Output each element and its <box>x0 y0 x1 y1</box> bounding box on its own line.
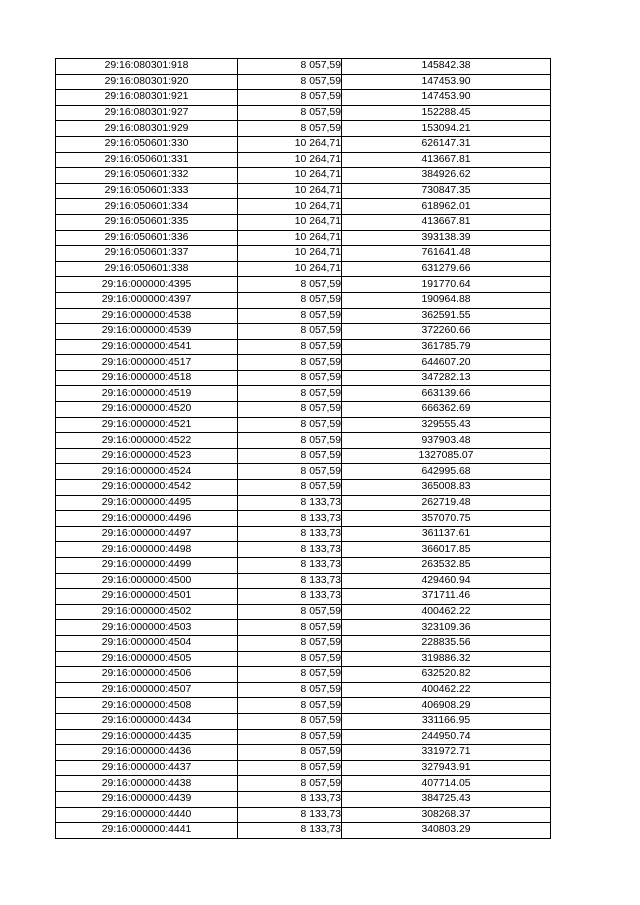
table-row <box>56 168 551 184</box>
cadastral-number-cell: 29:16:000000:4437 <box>56 760 238 776</box>
cadastral-value-cell: 666362.69 <box>342 402 551 418</box>
area-cell: 8 057,59 <box>238 402 342 418</box>
cadastral-value-cell: 1327085.07 <box>342 448 551 464</box>
cadastral-value-cell: 632520.82 <box>342 667 551 683</box>
cadastral-number-cell: 29:16:000000:4499 <box>56 558 238 574</box>
table-row <box>56 480 551 496</box>
area-cell: 8 133,73 <box>238 823 342 839</box>
cadastral-value-cell: 400462.22 <box>342 604 551 620</box>
cadastral-value-cell: 618962.01 <box>342 199 551 215</box>
table-row <box>56 214 551 230</box>
area-cell: 10 264,71 <box>238 152 342 168</box>
cadastral-value-cell: 153094.21 <box>342 121 551 137</box>
table-row <box>56 558 551 574</box>
table-row <box>56 791 551 807</box>
cadastral-number-cell: 29:16:000000:4504 <box>56 635 238 651</box>
area-cell: 8 057,59 <box>238 417 342 433</box>
cadastral-value-cell: 384725.43 <box>342 791 551 807</box>
cadastral-number-cell: 29:16:000000:4539 <box>56 324 238 340</box>
cadastral-number-cell: 29:16:000000:4521 <box>56 417 238 433</box>
cadastral-number-cell: 29:16:000000:4523 <box>56 448 238 464</box>
cadastral-number-cell: 29:16:080301:927 <box>56 105 238 121</box>
table-row <box>56 589 551 605</box>
table-row <box>56 729 551 745</box>
table-row <box>56 713 551 729</box>
cadastral-value-cell: 384926.62 <box>342 168 551 184</box>
cadastral-number-cell: 29:16:000000:4441 <box>56 823 238 839</box>
table-row <box>56 433 551 449</box>
cadastral-value-cell: 323109.36 <box>342 620 551 636</box>
table-row <box>56 199 551 215</box>
cadastral-value-cell: 371711.46 <box>342 589 551 605</box>
cadastral-number-cell: 29:16:050601:337 <box>56 246 238 262</box>
table-row <box>56 745 551 761</box>
area-cell: 8 057,59 <box>238 74 342 90</box>
cadastral-value-cell: 147453.90 <box>342 90 551 106</box>
cadastral-number-cell: 29:16:050601:336 <box>56 230 238 246</box>
cadastral-value-cell: 366017.85 <box>342 542 551 558</box>
cadastral-number-cell: 29:16:000000:4517 <box>56 355 238 371</box>
table-row <box>56 386 551 402</box>
table-row <box>56 246 551 262</box>
table-row <box>56 74 551 90</box>
area-cell: 8 057,59 <box>238 59 342 75</box>
table-row <box>56 495 551 511</box>
cadastral-value-cell: 361137.61 <box>342 526 551 542</box>
table-row <box>56 339 551 355</box>
cadastral-number-cell: 29:16:050601:333 <box>56 183 238 199</box>
cadastral-value-table <box>55 58 551 839</box>
cadastral-value-cell: 937903.48 <box>342 433 551 449</box>
area-cell: 10 264,71 <box>238 136 342 152</box>
table-row <box>56 807 551 823</box>
cadastral-number-cell: 29:16:000000:4397 <box>56 292 238 308</box>
table-row <box>56 604 551 620</box>
table-row <box>56 698 551 714</box>
table-row <box>56 59 551 75</box>
cadastral-value-cell: 340803.29 <box>342 823 551 839</box>
table-row <box>56 136 551 152</box>
cadastral-number-cell: 29:16:000000:4503 <box>56 620 238 636</box>
area-cell: 10 264,71 <box>238 230 342 246</box>
table-row <box>56 511 551 527</box>
cadastral-number-cell: 29:16:000000:4435 <box>56 729 238 745</box>
cadastral-number-cell: 29:16:000000:4541 <box>56 339 238 355</box>
area-cell: 8 057,59 <box>238 355 342 371</box>
area-cell: 8 057,59 <box>238 370 342 386</box>
cadastral-value-cell: 244950.74 <box>342 729 551 745</box>
table-row <box>56 402 551 418</box>
area-cell: 8 057,59 <box>238 480 342 496</box>
table-row <box>56 635 551 651</box>
cadastral-number-cell: 29:16:000000:4496 <box>56 511 238 527</box>
cadastral-number-cell: 29:16:000000:4522 <box>56 433 238 449</box>
cadastral-number-cell: 29:16:000000:4538 <box>56 308 238 324</box>
area-cell: 8 057,59 <box>238 745 342 761</box>
table-row <box>56 324 551 340</box>
cadastral-value-cell: 372260.66 <box>342 324 551 340</box>
cadastral-value-cell: 147453.90 <box>342 74 551 90</box>
cadastral-value-cell: 761641.48 <box>342 246 551 262</box>
cadastral-value-cell: 365008.83 <box>342 480 551 496</box>
area-cell: 10 264,71 <box>238 246 342 262</box>
table-row <box>56 308 551 324</box>
cadastral-value-cell: 329555.43 <box>342 417 551 433</box>
cadastral-number-cell: 29:16:000000:4439 <box>56 791 238 807</box>
cadastral-value-cell: 308268.37 <box>342 807 551 823</box>
table-row <box>56 152 551 168</box>
cadastral-number-cell: 29:16:000000:4518 <box>56 370 238 386</box>
cadastral-value-cell: 357070.75 <box>342 511 551 527</box>
cadastral-value-cell: 347282.13 <box>342 370 551 386</box>
cadastral-value-cell: 644607.20 <box>342 355 551 371</box>
area-cell: 8 057,59 <box>238 324 342 340</box>
cadastral-value-cell: 407714.05 <box>342 776 551 792</box>
cadastral-number-cell: 29:16:000000:4508 <box>56 698 238 714</box>
area-cell: 8 057,59 <box>238 386 342 402</box>
cadastral-value-cell: 393138.39 <box>342 230 551 246</box>
table-row <box>56 682 551 698</box>
area-cell: 8 057,59 <box>238 277 342 293</box>
table-row <box>56 90 551 106</box>
cadastral-number-cell: 29:16:000000:4507 <box>56 682 238 698</box>
area-cell: 8 057,59 <box>238 464 342 480</box>
table-row <box>56 417 551 433</box>
cadastral-number-cell: 29:16:000000:4542 <box>56 480 238 496</box>
cadastral-number-cell: 29:16:000000:4434 <box>56 713 238 729</box>
cadastral-value-cell: 400462.22 <box>342 682 551 698</box>
table-body <box>56 59 551 839</box>
cadastral-value-cell: 406908.29 <box>342 698 551 714</box>
cadastral-number-cell: 29:16:000000:4519 <box>56 386 238 402</box>
area-cell: 8 057,59 <box>238 339 342 355</box>
area-cell: 8 057,59 <box>238 760 342 776</box>
cadastral-number-cell: 29:16:000000:4520 <box>56 402 238 418</box>
cadastral-value-cell: 663139.66 <box>342 386 551 402</box>
cadastral-number-cell: 29:16:000000:4438 <box>56 776 238 792</box>
table-row <box>56 573 551 589</box>
area-cell: 8 133,73 <box>238 791 342 807</box>
cadastral-value-cell: 228835.56 <box>342 635 551 651</box>
area-cell: 8 133,73 <box>238 573 342 589</box>
table-row <box>56 183 551 199</box>
table-row <box>56 464 551 480</box>
cadastral-number-cell: 29:16:050601:334 <box>56 199 238 215</box>
area-cell: 10 264,71 <box>238 168 342 184</box>
cadastral-value-cell: 319886.32 <box>342 651 551 667</box>
area-cell: 8 057,59 <box>238 651 342 667</box>
cadastral-number-cell: 29:16:050601:330 <box>56 136 238 152</box>
table-row <box>56 105 551 121</box>
cadastral-number-cell: 29:16:000000:4506 <box>56 667 238 683</box>
area-cell: 8 057,59 <box>238 713 342 729</box>
cadastral-number-cell: 29:16:000000:4502 <box>56 604 238 620</box>
cadastral-value-cell: 362591.55 <box>342 308 551 324</box>
area-cell: 8 057,59 <box>238 292 342 308</box>
cadastral-value-cell: 152288.45 <box>342 105 551 121</box>
cadastral-value-cell: 626147.31 <box>342 136 551 152</box>
cadastral-number-cell: 29:16:000000:4440 <box>56 807 238 823</box>
area-cell: 8 057,59 <box>238 682 342 698</box>
cadastral-number-cell: 29:16:000000:4524 <box>56 464 238 480</box>
cadastral-number-cell: 29:16:080301:918 <box>56 59 238 75</box>
cadastral-value-cell: 413667.81 <box>342 152 551 168</box>
area-cell: 8 057,59 <box>238 776 342 792</box>
cadastral-value-cell: 642995.68 <box>342 464 551 480</box>
cadastral-value-cell: 429460.94 <box>342 573 551 589</box>
table-row <box>56 651 551 667</box>
cadastral-number-cell: 29:16:080301:920 <box>56 74 238 90</box>
cadastral-value-cell: 331166.95 <box>342 713 551 729</box>
cadastral-number-cell: 29:16:000000:4501 <box>56 589 238 605</box>
area-cell: 8 133,73 <box>238 495 342 511</box>
area-cell: 10 264,71 <box>238 183 342 199</box>
table-row <box>56 230 551 246</box>
area-cell: 8 133,73 <box>238 526 342 542</box>
area-cell: 8 057,59 <box>238 448 342 464</box>
cadastral-number-cell: 29:16:050601:332 <box>56 168 238 184</box>
area-cell: 8 133,73 <box>238 511 342 527</box>
cadastral-number-cell: 29:16:000000:4500 <box>56 573 238 589</box>
table-row <box>56 542 551 558</box>
area-cell: 10 264,71 <box>238 199 342 215</box>
cadastral-value-cell: 190964.88 <box>342 292 551 308</box>
cadastral-value-cell: 191770.64 <box>342 277 551 293</box>
table-row <box>56 121 551 137</box>
area-cell: 8 133,73 <box>238 589 342 605</box>
area-cell: 8 133,73 <box>238 542 342 558</box>
table-row <box>56 261 551 277</box>
area-cell: 8 057,59 <box>238 105 342 121</box>
cadastral-number-cell: 29:16:050601:335 <box>56 214 238 230</box>
cadastral-number-cell: 29:16:080301:929 <box>56 121 238 137</box>
table-row <box>56 667 551 683</box>
area-cell: 8 057,59 <box>238 604 342 620</box>
cadastral-number-cell: 29:16:050601:331 <box>56 152 238 168</box>
area-cell: 10 264,71 <box>238 214 342 230</box>
cadastral-number-cell: 29:16:000000:4495 <box>56 495 238 511</box>
table-row <box>56 823 551 839</box>
area-cell: 8 133,73 <box>238 807 342 823</box>
cadastral-number-cell: 29:16:000000:4497 <box>56 526 238 542</box>
cadastral-value-cell: 262719.48 <box>342 495 551 511</box>
table-row <box>56 448 551 464</box>
area-cell: 8 133,73 <box>238 558 342 574</box>
area-cell: 8 057,59 <box>238 667 342 683</box>
cadastral-number-cell: 29:16:000000:4436 <box>56 745 238 761</box>
cadastral-value-cell: 327943.91 <box>342 760 551 776</box>
cadastral-number-cell: 29:16:000000:4395 <box>56 277 238 293</box>
cadastral-value-cell: 361785.79 <box>342 339 551 355</box>
table-row <box>56 620 551 636</box>
cadastral-value-cell: 413667.81 <box>342 214 551 230</box>
table-row <box>56 292 551 308</box>
area-cell: 8 057,59 <box>238 308 342 324</box>
cadastral-number-cell: 29:16:080301:921 <box>56 90 238 106</box>
area-cell: 8 057,59 <box>238 121 342 137</box>
cadastral-number-cell: 29:16:000000:4498 <box>56 542 238 558</box>
table-row <box>56 277 551 293</box>
area-cell: 8 057,59 <box>238 90 342 106</box>
cadastral-number-cell: 29:16:050601:338 <box>56 261 238 277</box>
table-row <box>56 760 551 776</box>
area-cell: 10 264,71 <box>238 261 342 277</box>
area-cell: 8 057,59 <box>238 620 342 636</box>
area-cell: 8 057,59 <box>238 729 342 745</box>
area-cell: 8 057,59 <box>238 635 342 651</box>
cadastral-value-cell: 730847.35 <box>342 183 551 199</box>
cadastral-number-cell: 29:16:000000:4505 <box>56 651 238 667</box>
table-row <box>56 776 551 792</box>
cadastral-value-cell: 331972.71 <box>342 745 551 761</box>
area-cell: 8 057,59 <box>238 698 342 714</box>
cadastral-value-cell: 631279.66 <box>342 261 551 277</box>
table-row <box>56 355 551 371</box>
cadastral-value-cell: 145842.38 <box>342 59 551 75</box>
area-cell: 8 057,59 <box>238 433 342 449</box>
cadastral-value-cell: 263532.85 <box>342 558 551 574</box>
table-row <box>56 526 551 542</box>
table-row <box>56 370 551 386</box>
